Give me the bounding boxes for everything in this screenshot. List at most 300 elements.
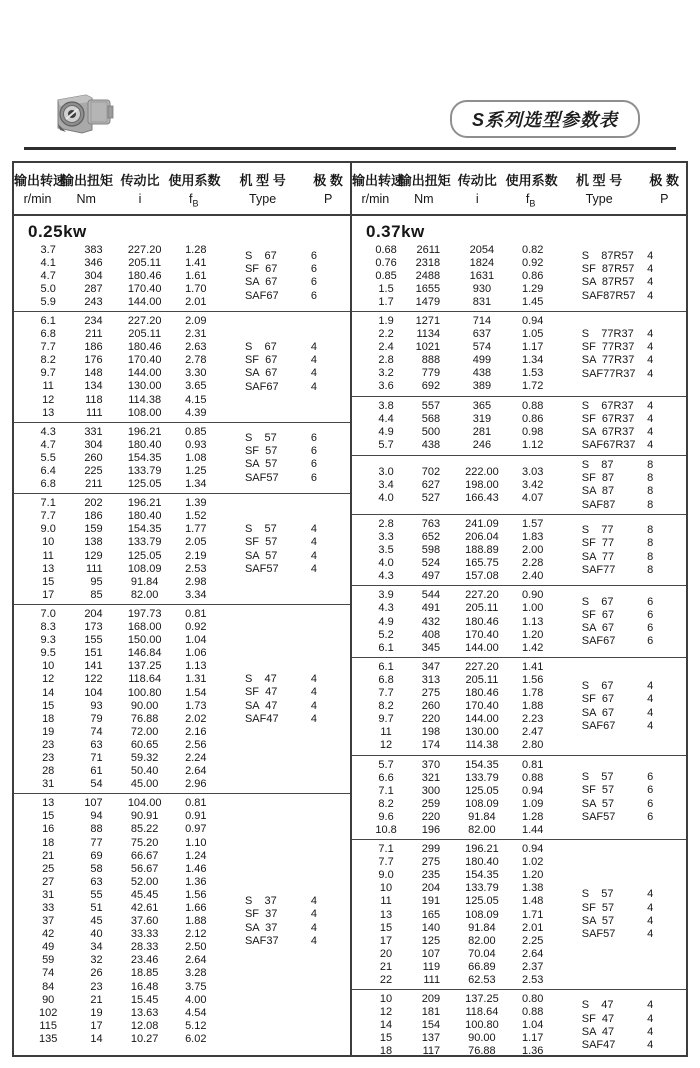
torque-cell: 321 xyxy=(421,771,441,784)
data-row xyxy=(26,889,219,902)
spec-section xyxy=(352,396,686,455)
section-body xyxy=(14,426,350,491)
data-row xyxy=(364,629,556,642)
torque-cell: 186 xyxy=(84,341,103,354)
data-rows-block xyxy=(352,400,556,452)
speed-cell: 7.0 xyxy=(40,607,56,620)
fb-cell: 1.34 xyxy=(522,354,544,367)
torque-cell: 370 xyxy=(421,758,441,771)
model-line xyxy=(556,537,686,550)
model-line xyxy=(556,426,686,439)
pole-count: 6 xyxy=(310,276,317,289)
column-header-cn: 传动比 xyxy=(457,173,497,188)
torque-cell: 346 xyxy=(84,256,103,269)
torque-cell: 345 xyxy=(421,641,441,654)
ratio-cell: 75.20 xyxy=(130,836,159,849)
model-type: SF 67 xyxy=(581,608,615,621)
model-line xyxy=(219,673,350,686)
speed-cell: 17 xyxy=(42,588,55,601)
model-type: SAF87 xyxy=(581,498,616,511)
model-line xyxy=(556,564,686,577)
fb-cell: 2.25 xyxy=(522,934,544,947)
pole-count: 8 xyxy=(647,524,654,537)
torque-cell: 383 xyxy=(84,243,103,256)
speed-cell: 18 xyxy=(42,712,55,725)
data-row xyxy=(26,394,219,407)
fb-cell: 2.02 xyxy=(185,712,207,725)
model-type: SAF47 xyxy=(244,712,279,725)
data-row xyxy=(26,426,219,439)
column-header-torque xyxy=(399,170,449,209)
fb-cell: 0.85 xyxy=(185,425,207,438)
speed-cell: 37 xyxy=(42,915,55,928)
torque-cell: 652 xyxy=(421,531,441,543)
pole-count: 4 xyxy=(310,562,317,575)
data-row xyxy=(364,341,556,354)
torque-cell: 225 xyxy=(84,465,103,477)
selection-table xyxy=(12,161,688,1057)
pole-count: 4 xyxy=(647,1039,654,1052)
data-rows-block xyxy=(14,426,219,491)
spec-section xyxy=(14,493,350,604)
torque-cell: 122 xyxy=(84,673,103,686)
speed-cell: 0.76 xyxy=(375,256,397,269)
ratio-cell: 10.27 xyxy=(130,1032,159,1045)
ratio-cell: 246 xyxy=(472,439,492,452)
pole-count: 8 xyxy=(647,472,654,485)
model-type: SF 57 xyxy=(244,536,278,549)
section-body xyxy=(14,497,350,602)
model-type: SAF67 xyxy=(244,380,279,393)
pole-count: 6 xyxy=(647,797,654,810)
fb-cell: 1.66 xyxy=(185,902,207,914)
speed-cell: 5.0 xyxy=(40,282,56,295)
speed-cell: 3.3 xyxy=(378,531,394,543)
torque-cell: 74 xyxy=(90,725,103,738)
model-line xyxy=(219,290,350,303)
pole-count: 4 xyxy=(647,439,654,452)
section-body xyxy=(352,315,686,394)
fb-cell: 3.65 xyxy=(185,380,207,393)
spec-section xyxy=(352,514,686,585)
data-rows-block xyxy=(14,797,219,1046)
ratio-cell: 154.35 xyxy=(465,758,499,771)
pole-count: 8 xyxy=(647,458,654,471)
fb-cell: 3.03 xyxy=(522,465,544,478)
model-line xyxy=(556,439,686,452)
model-type: SF 67 xyxy=(244,354,278,367)
speed-cell: 5.7 xyxy=(378,439,394,452)
fb-cell: 2.96 xyxy=(185,778,207,791)
data-row xyxy=(364,772,556,785)
data-row xyxy=(364,244,556,257)
fb-cell: 2.53 xyxy=(522,974,544,986)
torque-cell: 148 xyxy=(84,367,103,380)
speed-cell: 14 xyxy=(42,686,55,699)
model-type: SAF57 xyxy=(581,811,616,824)
column-header-unit: P xyxy=(660,192,669,206)
model-line xyxy=(556,413,686,426)
data-row xyxy=(364,895,556,908)
data-row xyxy=(364,922,556,935)
model-line xyxy=(556,720,686,733)
speed-cell: 15 xyxy=(42,575,55,588)
speed-cell: 3.2 xyxy=(378,367,394,380)
ratio-cell: 118.64 xyxy=(128,673,162,686)
data-row xyxy=(26,315,219,328)
speed-cell: 7.7 xyxy=(40,510,56,523)
fb-cell: 2.05 xyxy=(185,536,207,549)
fb-cell: 0.88 xyxy=(522,1006,544,1019)
ratio-cell: 180.46 xyxy=(127,269,162,282)
speed-cell: 135 xyxy=(39,1032,58,1045)
speed-cell: 90 xyxy=(42,993,55,1006)
speed-cell: 7.1 xyxy=(40,497,56,510)
model-type: SF 57 xyxy=(581,784,615,797)
torque-cell: 63 xyxy=(90,738,103,751)
speed-cell: 19 xyxy=(42,725,55,738)
column-header-ratio xyxy=(449,170,506,209)
torque-cell: 275 xyxy=(421,687,441,700)
model-line xyxy=(556,551,686,564)
data-row xyxy=(364,531,556,544)
ratio-cell: 180.40 xyxy=(465,856,499,869)
fb-cell: 5.12 xyxy=(185,1019,207,1032)
data-row xyxy=(364,700,556,713)
model-type: SAF77R37 xyxy=(581,367,636,380)
column-header-ratio xyxy=(111,170,168,209)
model-block xyxy=(556,250,686,303)
data-row xyxy=(26,941,219,954)
model-line xyxy=(556,276,686,289)
ratio-cell: 241.09 xyxy=(465,517,499,530)
pole-count: 4 xyxy=(647,680,654,693)
data-row xyxy=(26,1033,219,1046)
model-type: SA 67 xyxy=(244,276,278,289)
pole-count: 4 xyxy=(647,901,654,914)
model-block xyxy=(219,673,350,726)
data-row xyxy=(364,961,556,974)
ratio-cell: 1824 xyxy=(469,256,495,269)
ratio-cell: 42.61 xyxy=(130,902,159,914)
speed-cell: 6.6 xyxy=(378,771,394,784)
ratio-cell: 133.79 xyxy=(127,465,162,477)
section-body xyxy=(14,608,350,791)
torque-cell: 500 xyxy=(421,426,441,439)
ratio-cell: 154.35 xyxy=(465,869,499,882)
data-row xyxy=(26,608,219,621)
speed-cell: 4.7 xyxy=(40,269,56,282)
pole-count: 6 xyxy=(310,445,317,458)
torque-cell: 491 xyxy=(421,602,441,615)
ratio-cell: 180.46 xyxy=(465,687,499,700)
pole-count: 6 xyxy=(310,458,317,471)
power-column-0.37kw xyxy=(350,216,686,1056)
model-type: SA 67 xyxy=(244,367,278,380)
speed-cell: 8.2 xyxy=(378,700,394,713)
spec-section xyxy=(14,216,350,311)
model-type: SA 67 xyxy=(581,622,615,635)
speed-cell: 12 xyxy=(379,1006,393,1019)
speed-cell: 115 xyxy=(39,1019,57,1032)
speed-cell: 2.4 xyxy=(378,341,394,354)
torque-cell: 77 xyxy=(90,836,103,849)
pole-count: 4 xyxy=(647,262,654,275)
model-type: S 87 xyxy=(581,458,614,471)
pole-count: 4 xyxy=(647,340,654,353)
data-row xyxy=(26,407,219,420)
section-body xyxy=(352,759,686,838)
pole-count: 4 xyxy=(310,908,317,921)
speed-cell: 3.5 xyxy=(378,544,394,557)
fb-cell: 1.08 xyxy=(185,451,207,464)
data-row xyxy=(364,1006,556,1019)
data-rows-block xyxy=(352,466,556,505)
speed-cell: 6.8 xyxy=(378,673,394,686)
model-line xyxy=(556,915,686,928)
speed-cell: 6.4 xyxy=(40,465,56,477)
data-row xyxy=(364,492,556,505)
torque-cell: 304 xyxy=(84,438,103,451)
data-row xyxy=(26,876,219,889)
ratio-cell: 165.75 xyxy=(465,557,499,570)
data-row xyxy=(364,602,556,615)
column-header-cn: 输出转速 xyxy=(14,173,67,188)
model-type: SA 87 xyxy=(581,485,615,498)
power-column-0.25kw xyxy=(14,216,350,1056)
fb-cell: 0.88 xyxy=(522,399,544,412)
column-header-cn: 使用系数 xyxy=(168,173,221,188)
ratio-cell: 146.84 xyxy=(127,647,162,660)
speed-cell: 5.2 xyxy=(378,628,394,641)
column-header-cn: 机 型 号 xyxy=(239,173,286,188)
pole-count: 6 xyxy=(647,784,654,797)
model-type: S 47 xyxy=(581,999,614,1012)
speed-cell: 15 xyxy=(42,699,55,712)
torque-cell: 17 xyxy=(90,1019,103,1032)
data-row xyxy=(364,726,556,739)
fb-cell: 0.92 xyxy=(522,256,544,269)
data-row xyxy=(364,642,556,655)
data-row xyxy=(364,1019,556,1032)
speed-cell: 9.6 xyxy=(378,810,394,823)
speed-cell: 9.7 xyxy=(378,713,394,726)
ratio-cell: 56.67 xyxy=(130,862,159,875)
spec-section xyxy=(352,216,686,311)
model-line xyxy=(556,328,686,341)
fb-cell: 1.42 xyxy=(522,641,544,654)
fb-cell: 1.41 xyxy=(522,660,544,673)
speed-cell: 6.8 xyxy=(40,328,56,341)
fb-cell: 2.64 xyxy=(185,765,207,778)
data-row xyxy=(26,863,219,876)
pole-count: 6 xyxy=(310,249,317,262)
fb-cell: 3.75 xyxy=(185,980,207,993)
model-type: SAF47 xyxy=(581,1039,616,1052)
torque-cell: 198 xyxy=(421,726,441,739)
data-rows-block xyxy=(352,589,556,654)
speed-cell: 18 xyxy=(379,1045,393,1055)
ratio-cell: 108.09 xyxy=(127,562,162,575)
model-line xyxy=(219,550,350,563)
speed-cell: 2.8 xyxy=(378,517,394,530)
speed-cell: 20 xyxy=(379,947,393,960)
ratio-cell: 154.35 xyxy=(127,523,162,536)
torque-cell: 117 xyxy=(422,1045,441,1055)
data-rows-block xyxy=(14,244,219,309)
speed-cell: 3.6 xyxy=(378,380,394,393)
section-body xyxy=(352,843,686,987)
speed-cell: 15 xyxy=(379,921,393,934)
torque-cell: 598 xyxy=(421,544,441,557)
model-type: S 67 xyxy=(581,680,614,693)
ratio-cell: 108.09 xyxy=(465,908,499,921)
fb-cell: 4.39 xyxy=(185,406,207,419)
model-type: SA 77 xyxy=(581,550,615,563)
fb-cell: 0.97 xyxy=(185,823,207,836)
pole-count: 4 xyxy=(647,367,654,380)
model-type: S 67 xyxy=(244,249,277,262)
column-header-fb xyxy=(506,170,556,209)
speed-cell: 4.1 xyxy=(40,256,56,269)
column-header-cn: 极 数 xyxy=(313,173,343,188)
column-header-unit: r/min xyxy=(361,192,390,206)
speed-cell: 6.1 xyxy=(40,314,56,327)
model-line xyxy=(556,524,686,537)
ratio-cell: 144.00 xyxy=(465,713,499,726)
fb-cell: 0.88 xyxy=(522,771,544,784)
column-header-unit: $f_B$ xyxy=(188,192,199,209)
data-row xyxy=(26,296,219,309)
ratio-cell: 150.00 xyxy=(127,634,162,647)
data-row xyxy=(26,1007,219,1020)
fb-cell: 2.64 xyxy=(522,947,544,960)
data-row xyxy=(364,479,556,492)
fb-cell: 1.00 xyxy=(522,602,544,615)
fb-cell: 2.64 xyxy=(185,954,207,967)
data-row xyxy=(364,466,556,479)
fb-cell: 2.37 xyxy=(522,960,544,973)
section-body xyxy=(352,993,686,1055)
speed-cell: 3.0 xyxy=(378,465,394,478)
speed-cell: 13 xyxy=(379,908,393,921)
fb-cell: 0.81 xyxy=(522,758,544,771)
ratio-cell: 125.05 xyxy=(465,784,499,797)
torque-cell: 347 xyxy=(421,660,441,673)
data-row xyxy=(26,244,219,257)
fb-cell: 4.07 xyxy=(522,491,544,504)
fb-cell: 0.93 xyxy=(185,438,207,451)
data-row xyxy=(364,426,556,439)
ratio-cell: 365 xyxy=(472,399,492,412)
pole-count: 4 xyxy=(647,719,654,732)
page-top-area xyxy=(0,0,700,147)
data-row xyxy=(26,478,219,491)
pole-count: 4 xyxy=(310,895,317,908)
data-row xyxy=(364,570,556,583)
torque-cell: 408 xyxy=(421,628,441,641)
column-header-unit: Type xyxy=(585,192,613,206)
torque-cell: 1655 xyxy=(415,282,441,295)
model-line xyxy=(556,680,686,693)
ratio-cell: 33.33 xyxy=(130,928,159,941)
speed-cell: 0.68 xyxy=(375,243,397,256)
speed-cell: 4.9 xyxy=(378,615,394,628)
model-line xyxy=(556,798,686,811)
fb-cell: 1.28 xyxy=(185,243,207,256)
fb-cell: 2.50 xyxy=(185,941,207,954)
data-rows-block xyxy=(14,315,219,420)
model-block xyxy=(556,888,686,941)
torque-cell: 220 xyxy=(421,810,441,823)
column-header-fb xyxy=(169,170,219,209)
ratio-cell: 281 xyxy=(472,426,492,439)
ratio-cell: 76.88 xyxy=(130,712,159,725)
pole-count: 4 xyxy=(310,934,317,947)
fb-cell: 1.56 xyxy=(185,888,207,901)
fb-cell: 1.78 xyxy=(522,687,544,700)
data-row xyxy=(364,544,556,557)
column-header-cn: 极 数 xyxy=(649,173,680,188)
data-row xyxy=(26,797,219,810)
section-body xyxy=(14,797,350,1046)
model-type: SA 57 xyxy=(581,797,615,810)
pole-count: 6 xyxy=(647,622,654,635)
speed-cell: 11 xyxy=(42,549,54,562)
fb-cell: 2.80 xyxy=(522,739,544,752)
speed-cell: 2.8 xyxy=(378,354,394,367)
model-line xyxy=(556,635,686,648)
speed-cell: 3.4 xyxy=(378,478,394,491)
model-type: SF 67R37 xyxy=(581,412,635,425)
data-rows-block xyxy=(352,661,556,753)
pole-count: 4 xyxy=(310,549,317,562)
speed-cell: 4.0 xyxy=(378,557,394,570)
data-row xyxy=(26,752,219,765)
model-type: S 77 xyxy=(581,524,614,537)
fb-cell: 4.00 xyxy=(185,993,207,1006)
ratio-cell: 205.11 xyxy=(465,602,499,615)
model-line xyxy=(219,686,350,699)
model-block xyxy=(219,523,350,576)
model-line xyxy=(219,563,350,576)
fb-cell: 3.34 xyxy=(185,588,207,601)
ratio-cell: 82.00 xyxy=(468,934,496,947)
data-row xyxy=(26,700,219,713)
torque-cell: 209 xyxy=(421,993,441,1006)
speed-cell: 18 xyxy=(42,836,55,849)
data-row xyxy=(26,660,219,673)
torque-cell: 111 xyxy=(423,974,441,986)
speed-cell: 4.0 xyxy=(378,491,394,504)
torque-cell: 151 xyxy=(84,647,103,660)
ratio-cell: 104.00 xyxy=(127,797,162,810)
ratio-cell: 91.84 xyxy=(468,810,496,823)
ratio-cell: 166.43 xyxy=(465,491,499,504)
pole-count: 8 xyxy=(647,485,654,498)
model-line xyxy=(219,935,350,948)
speed-cell: 31 xyxy=(42,888,55,901)
fb-cell: 1.29 xyxy=(522,282,544,295)
column-header-cn: 使用系数 xyxy=(505,173,558,188)
ratio-cell: 125.05 xyxy=(127,549,162,562)
model-type: S 67 xyxy=(581,595,614,608)
spec-section xyxy=(14,422,350,493)
ratio-cell: 196.21 xyxy=(127,497,162,510)
torque-cell: 627 xyxy=(421,478,441,491)
pole-count: 4 xyxy=(647,399,654,412)
speed-cell: 28 xyxy=(42,765,55,778)
